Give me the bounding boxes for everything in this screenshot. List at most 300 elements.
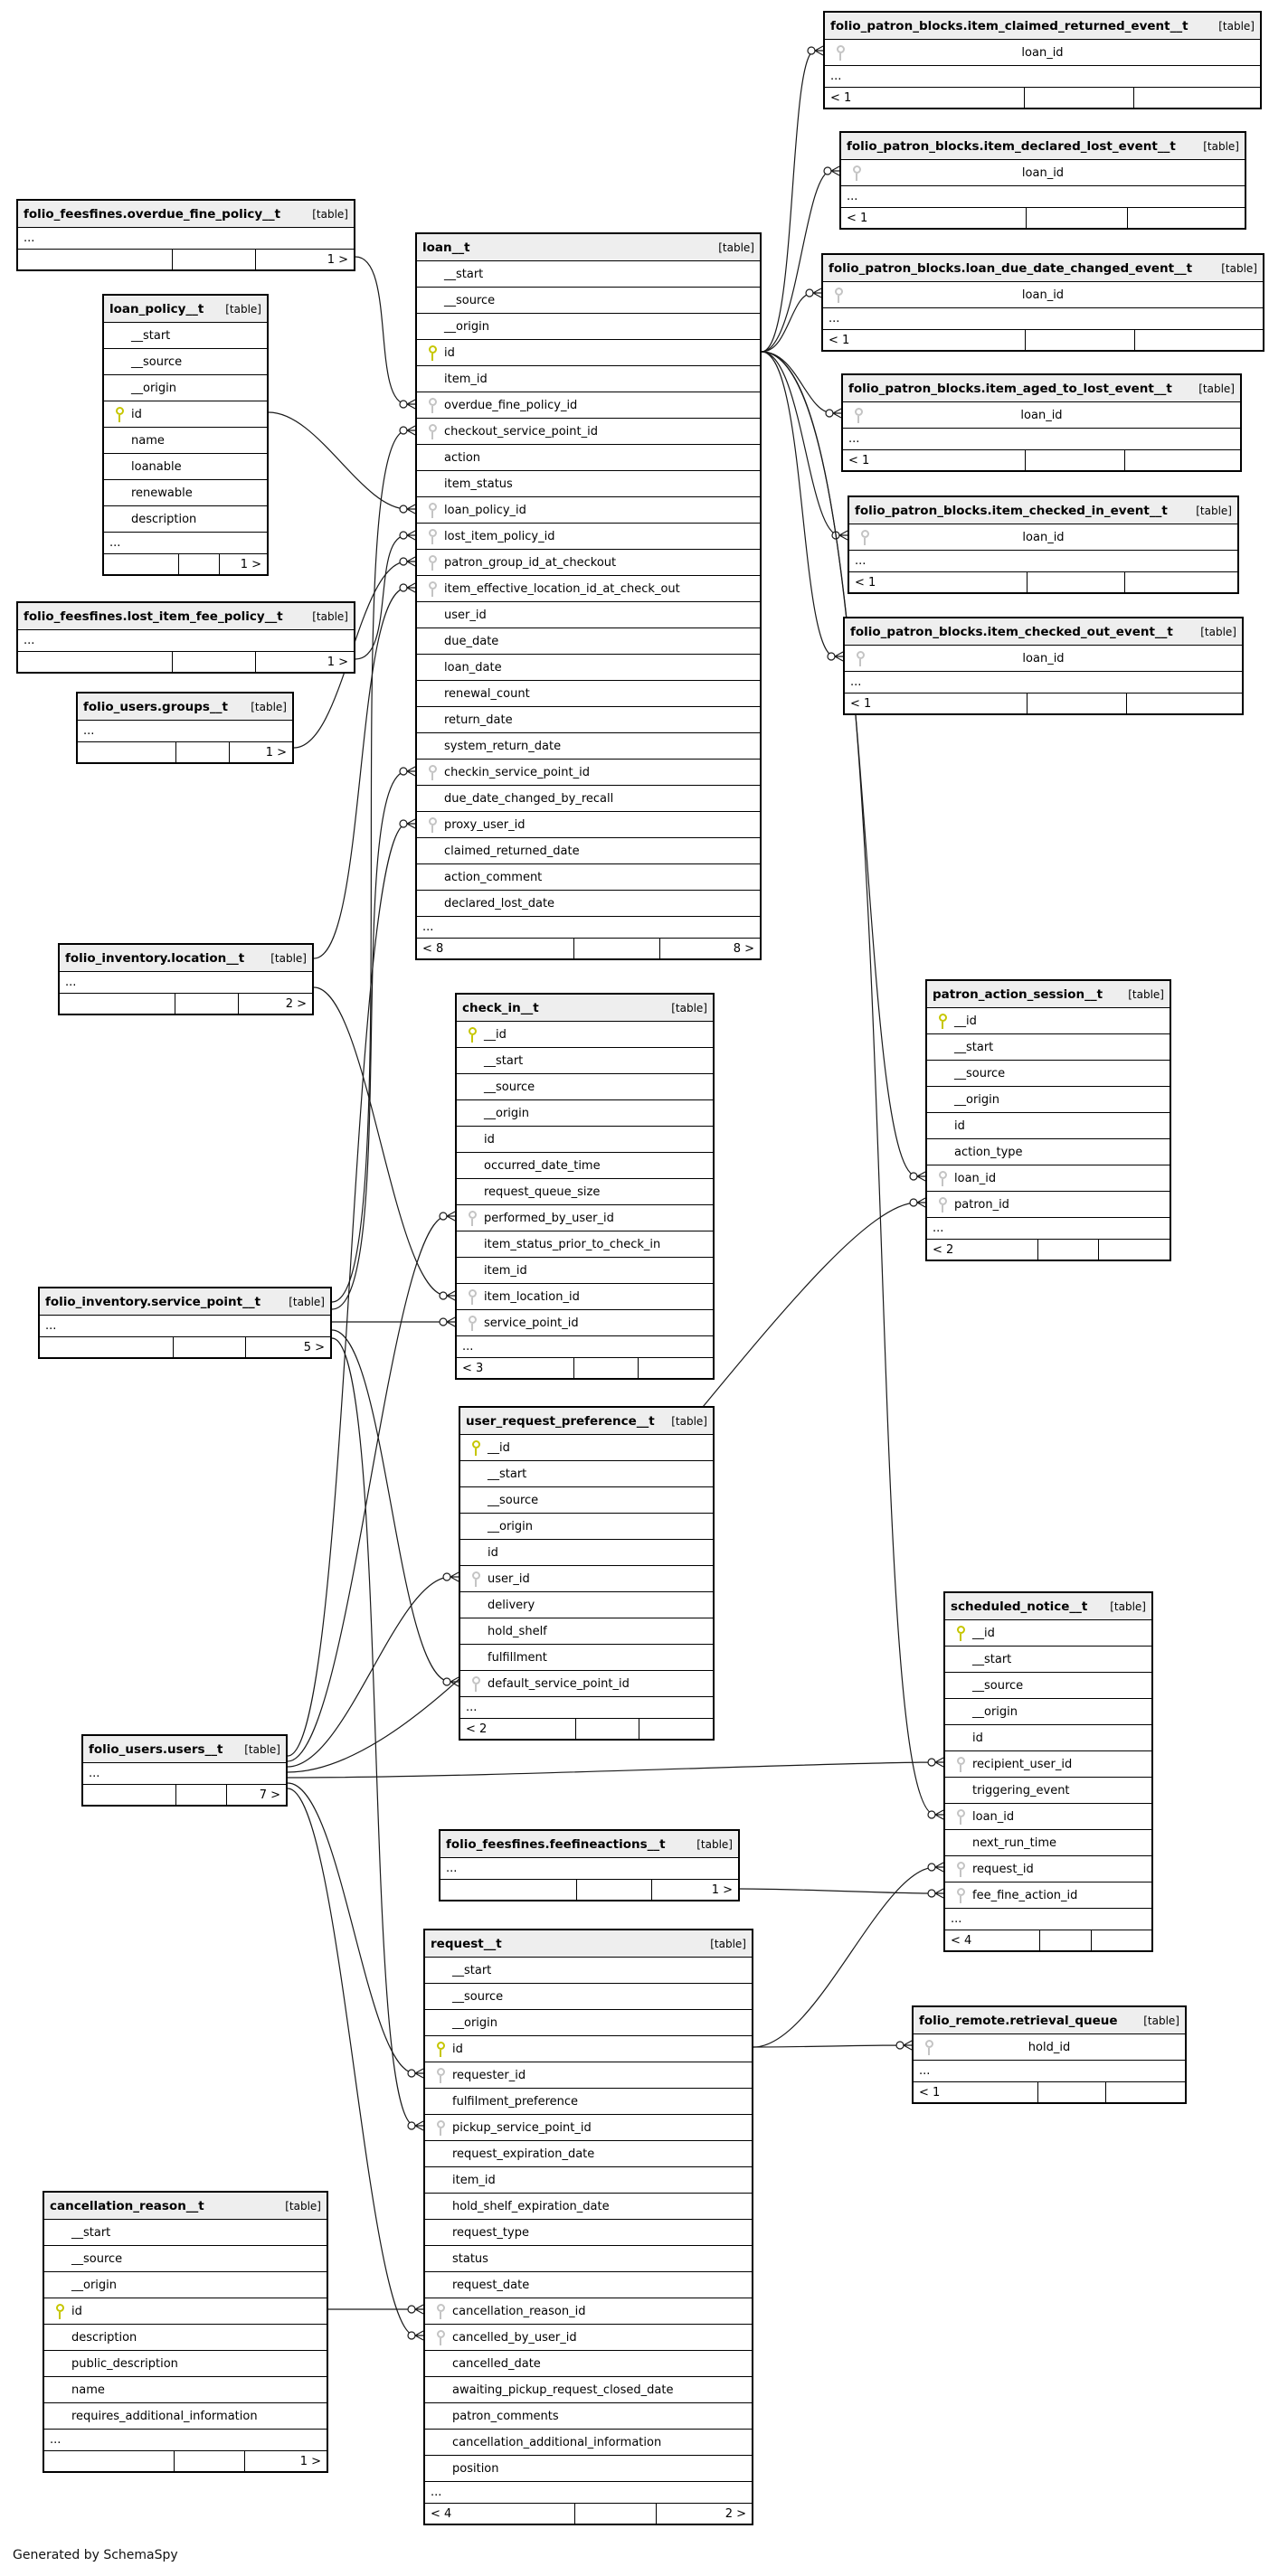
table-name: folio_patron_blocks.item_checked_in_event__t [855, 503, 1168, 518]
column-name: __source [444, 293, 496, 307]
relationship-edge [288, 1758, 943, 1778]
column-name: requester_id [452, 2068, 526, 2082]
table-type-tag: [table] [1196, 504, 1232, 517]
footer-spacer [176, 1785, 227, 1805]
relationship-edge [355, 531, 415, 659]
zero-or-many-circle [808, 47, 815, 54]
column-name: __start [488, 1467, 527, 1481]
column-row-__start [425, 1958, 752, 1984]
table-footer [460, 1719, 713, 1739]
column-row-__source [927, 1061, 1170, 1087]
column-name: fulfilment_preference [452, 2094, 579, 2109]
column-name: cancellation_reason_id [452, 2304, 586, 2318]
column-name: hold_shelf_expiration_date [452, 2199, 610, 2213]
column-name: system_return_date [444, 739, 562, 753]
key-ring [469, 1027, 477, 1035]
more-columns-ellipsis: ... [457, 1336, 713, 1358]
column-row-delivery [460, 1592, 713, 1618]
table-footer [18, 652, 354, 672]
table-type-tag: [table] [1143, 2014, 1179, 2027]
zero-or-many-circle [400, 427, 407, 434]
key-stem [859, 659, 861, 666]
column-row-item_status [417, 471, 760, 497]
more-columns-ellipsis: ... [40, 1316, 330, 1337]
column-name: __source [484, 1080, 535, 1094]
column-name: __origin [484, 1106, 530, 1120]
column-row-triggering_event [945, 1778, 1151, 1804]
column-row-action_type [927, 1139, 1170, 1165]
table-footer [440, 1880, 738, 1900]
key-ring [472, 1571, 480, 1580]
relationship-edge [762, 352, 841, 418]
key-ring [837, 45, 845, 53]
column-row-overdue_fine_policy_id [417, 392, 760, 419]
more-columns-ellipsis: ... [460, 1697, 713, 1719]
primary-key-icon [956, 1626, 964, 1641]
key-stem [431, 563, 433, 571]
key-stem [431, 354, 433, 361]
outgoing-child-count: 7 > [259, 1788, 280, 1802]
column-name: due_date_changed_by_recall [444, 791, 614, 806]
table-type-tag: [table] [1110, 1599, 1146, 1613]
key-stem [118, 415, 120, 422]
column-row-item_id [417, 366, 760, 392]
outgoing-child-count: 8 > [733, 941, 754, 956]
column-row-request_expiration_date [425, 2141, 752, 2167]
column-row-__origin [425, 2010, 752, 2036]
foreign-key-icon [852, 165, 860, 181]
relationship-edge [762, 352, 848, 540]
zero-or-many-circle [408, 2306, 415, 2313]
column-row-id [927, 1113, 1170, 1139]
foreign-key-icon [471, 1676, 479, 1692]
column-row-id [425, 2036, 752, 2062]
column-row-next_run_time [945, 1830, 1151, 1856]
column-name: cancelled_by_user_id [452, 2330, 577, 2345]
column-name: id [71, 2304, 82, 2318]
key-ring [429, 581, 437, 590]
key-ring [939, 1014, 947, 1022]
foreign-key-icon [956, 1757, 964, 1772]
table-patron_action_session__t [925, 979, 1171, 1261]
table-header[interactable] [457, 995, 713, 1022]
column-name: __id [972, 1626, 995, 1640]
column-name: delivery [488, 1598, 535, 1612]
key-stem [431, 432, 433, 439]
column-name: cancelled_date [452, 2356, 541, 2371]
key-stem [471, 1297, 473, 1305]
table-name: folio_patron_blocks.item_claimed_returned_event__t [830, 18, 1189, 33]
zero-or-many-circle [400, 820, 407, 827]
table-header[interactable] [845, 618, 1242, 646]
table-type-tag: [table] [1198, 382, 1235, 395]
table-header[interactable] [417, 234, 760, 261]
footer-spacer [1038, 2082, 1106, 2102]
key-stem [440, 2076, 441, 2083]
table-header[interactable] [425, 1930, 752, 1958]
column-row-patron_comments [425, 2403, 752, 2430]
key-stem [440, 2312, 441, 2319]
incoming-fk-count: < 1 [841, 208, 1027, 228]
key-ring [56, 2304, 64, 2312]
table-footer [417, 939, 760, 958]
incoming-fk-count: < 2 [460, 1719, 576, 1739]
key-stem [942, 1205, 943, 1213]
column-name: renewable [131, 486, 193, 500]
zero-or-many-circle [928, 1811, 935, 1818]
table-footer [60, 994, 312, 1014]
key-stem [59, 2312, 61, 2319]
column-name: item_status_prior_to_check_in [484, 1237, 661, 1251]
column-row-due_date [417, 628, 760, 655]
table-footer [914, 2082, 1185, 2102]
key-ring [957, 1626, 965, 1634]
column-row-request_queue_size [457, 1179, 713, 1205]
column-name: __origin [954, 1092, 1000, 1107]
key-ring [469, 1316, 477, 1324]
footer-spacer [1027, 208, 1128, 228]
column-name: hold_id [1028, 2040, 1071, 2054]
column-row-hold_id [914, 2034, 1185, 2061]
key-stem [942, 1179, 943, 1186]
incoming-fk-count: < 3 [457, 1358, 574, 1378]
column-name: public_description [71, 2356, 178, 2371]
column-name: loan_id [1021, 288, 1065, 302]
column-row-__id [927, 1008, 1170, 1034]
zero-or-many-circle [828, 653, 835, 660]
table-name: cancellation_reason__t [50, 2198, 204, 2213]
table-footer [78, 742, 292, 762]
foreign-key-icon [436, 2304, 444, 2319]
table-header[interactable] [823, 255, 1263, 282]
more-columns-ellipsis: ... [849, 551, 1237, 572]
column-name: due_date [444, 634, 499, 648]
relationship-edge [355, 257, 415, 409]
key-ring [437, 2042, 445, 2050]
column-row-__origin [104, 375, 267, 401]
key-stem [960, 1896, 961, 1903]
zero-or-many-circle [400, 584, 407, 591]
column-name: __origin [452, 2015, 498, 2030]
table-header[interactable] [104, 296, 267, 323]
column-row-loan_id [927, 1165, 1170, 1192]
key-stem [471, 1219, 473, 1226]
column-name: id [444, 345, 455, 360]
incoming-fk-count [104, 554, 179, 574]
zero-or-many-circle [826, 410, 833, 417]
column-name: loan_id [1021, 165, 1065, 180]
column-name: loan_id [1022, 651, 1065, 665]
relationship-edge [740, 1889, 943, 1898]
table-scheduled_notice__t [943, 1591, 1153, 1952]
column-row-status [425, 2246, 752, 2272]
key-ring [957, 1888, 965, 1896]
column-row-__source [945, 1673, 1151, 1699]
key-stem [431, 537, 433, 544]
table-header[interactable] [841, 133, 1245, 160]
key-ring [853, 165, 861, 174]
column-name: action [444, 450, 481, 465]
table-type-tag: [table] [671, 1001, 707, 1014]
column-row-requester_id [425, 2062, 752, 2089]
incoming-fk-count [40, 1337, 174, 1357]
primary-key-icon [468, 1027, 476, 1043]
key-ring [861, 530, 869, 538]
more-columns-ellipsis: ... [78, 721, 292, 742]
column-row-claimed_returned_date [417, 838, 760, 864]
column-name: __source [452, 1989, 504, 2004]
column-name: action_type [954, 1145, 1023, 1159]
column-row-name [104, 428, 267, 454]
table-name: folio_users.groups__t [83, 699, 228, 714]
foreign-key-icon [436, 2068, 444, 2083]
outgoing-child-count [1125, 572, 1237, 592]
relationship-edge [332, 767, 415, 1309]
column-name: __source [972, 1678, 1024, 1693]
footer-spacer [574, 1358, 639, 1378]
column-name: __start [131, 328, 171, 343]
column-row-return_date [417, 707, 760, 733]
zero-or-many-circle [806, 289, 813, 297]
foreign-key-icon [938, 1197, 946, 1213]
column-row-declared_lost_date [417, 891, 760, 917]
incoming-fk-count [44, 2451, 175, 2471]
more-columns-ellipsis: ... [104, 533, 267, 554]
incoming-fk-count: < 4 [425, 2504, 575, 2524]
key-stem [857, 416, 859, 423]
foreign-key-icon [854, 408, 862, 423]
outgoing-child-count: 1 > [265, 745, 287, 760]
zero-or-many-circle [928, 1864, 935, 1871]
primary-key-icon [471, 1440, 479, 1456]
relationship-edge [332, 1330, 459, 1686]
foreign-key-icon [436, 2120, 444, 2136]
column-name: awaiting_pickup_request_closed_date [452, 2383, 674, 2397]
table-header[interactable] [849, 497, 1237, 524]
relationship-edge [288, 1783, 423, 2078]
outgoing-child-count [1127, 694, 1242, 713]
table-folio_patron_blocks.item_declared_lost_event__t [839, 131, 1246, 230]
footer-spacer [179, 554, 220, 574]
footer-spacer [1028, 694, 1127, 713]
table-header[interactable] [18, 201, 354, 228]
column-name: hold_shelf [488, 1624, 547, 1638]
column-row-loan_id [823, 282, 1263, 308]
table-type-tag: [table] [289, 1295, 325, 1308]
column-row-cancelled_by_user_id [425, 2325, 752, 2351]
table-folio_inventory.service_point__t [38, 1287, 332, 1359]
foreign-key-icon [836, 45, 844, 61]
key-ring [939, 1171, 947, 1179]
table-type-tag: [table] [1221, 261, 1257, 275]
table-header[interactable] [18, 603, 354, 630]
column-row-__origin [460, 1514, 713, 1540]
table-footer [927, 1240, 1170, 1260]
key-stem [960, 1765, 961, 1772]
table-footer [40, 1337, 330, 1357]
table-cancellation_reason__t [43, 2191, 328, 2473]
more-columns-ellipsis: ... [83, 1763, 286, 1785]
column-row-id [417, 340, 760, 366]
key-ring [437, 2330, 445, 2338]
column-name: declared_lost_date [444, 896, 555, 911]
key-stem [431, 826, 433, 833]
key-stem [440, 2338, 441, 2345]
column-name: action_comment [444, 870, 543, 884]
table-type-tag: [table] [270, 951, 307, 965]
table-header[interactable] [440, 1831, 738, 1858]
outgoing-child-count: 1 > [327, 252, 348, 267]
column-row-__origin [945, 1699, 1151, 1725]
table-header[interactable] [83, 1736, 286, 1763]
footer-spacer [1026, 450, 1125, 470]
key-stem [942, 1022, 943, 1029]
table-request__t [423, 1929, 753, 2525]
column-row-__origin [417, 314, 760, 340]
table-name: user_request_preference__t [466, 1413, 655, 1429]
column-row-__id [457, 1022, 713, 1048]
relationship-edge [314, 987, 455, 1300]
table-header[interactable] [825, 13, 1260, 40]
table-header[interactable] [927, 981, 1170, 1008]
table-header[interactable] [78, 694, 292, 721]
primary-key-icon [115, 407, 123, 422]
zero-or-many-circle [400, 505, 407, 513]
more-columns-ellipsis: ... [927, 1218, 1170, 1240]
column-row-loan_date [417, 655, 760, 681]
outgoing-child-count: 1 > [240, 557, 261, 571]
column-name: id [452, 2042, 463, 2056]
foreign-key-icon [428, 581, 436, 597]
zero-or-many-circle [408, 2070, 415, 2077]
key-ring [939, 1197, 947, 1205]
table-header[interactable] [460, 1408, 713, 1435]
foreign-key-icon [428, 424, 436, 439]
column-name: __id [954, 1014, 977, 1028]
column-name: loan_id [972, 1809, 1015, 1824]
key-stem [960, 1817, 961, 1825]
column-name: loan_date [444, 660, 502, 675]
column-row-cancellation_additional_information [425, 2430, 752, 2456]
footer-spacer [575, 2504, 657, 2524]
column-row-id [44, 2298, 327, 2325]
column-name: next_run_time [972, 1835, 1056, 1850]
column-name: request_date [452, 2278, 530, 2292]
foreign-key-icon [428, 555, 436, 571]
column-name: name [131, 433, 165, 448]
footer-spacer [175, 2451, 245, 2471]
table-name: patron_action_session__t [933, 986, 1103, 1002]
outgoing-child-count: 5 > [303, 1340, 325, 1354]
zero-or-many-circle [443, 1678, 450, 1685]
table-footer [823, 330, 1263, 350]
outgoing-child-count: 1 > [711, 1882, 733, 1897]
table-type-tag: [table] [671, 1414, 707, 1428]
relationship-edge [332, 1317, 455, 1326]
table-name: folio_feesfines.feefineactions__t [446, 1836, 666, 1852]
column-row-public_description [44, 2351, 327, 2377]
key-ring [429, 529, 437, 537]
foreign-key-icon [428, 529, 436, 544]
foreign-key-icon [834, 288, 842, 303]
foreign-key-icon [471, 1571, 479, 1587]
zero-or-many-circle [400, 532, 407, 539]
table-name: loan_policy__t [109, 301, 204, 316]
zero-or-many-circle [408, 2122, 415, 2129]
column-name: __origin [131, 381, 177, 395]
table-header[interactable] [60, 945, 312, 972]
key-stem [838, 296, 839, 303]
column-row-id [945, 1725, 1151, 1751]
column-row-__source [417, 288, 760, 314]
key-stem [431, 773, 433, 780]
column-name: request_id [972, 1862, 1034, 1876]
column-name: triggering_event [972, 1783, 1070, 1798]
key-stem [960, 1634, 961, 1641]
table-folio_patron_blocks.item_checked_in_event__t [848, 495, 1239, 594]
table-header[interactable] [945, 1593, 1151, 1620]
column-row-cancelled_date [425, 2351, 752, 2377]
column-row-description [104, 506, 267, 533]
table-name: folio_inventory.service_point__t [45, 1294, 261, 1309]
table-folio_users.groups__t [76, 692, 294, 764]
column-name: item_location_id [484, 1289, 580, 1304]
column-row-id [104, 401, 267, 428]
key-stem [431, 406, 433, 413]
outgoing-child-count [1106, 2082, 1185, 2102]
column-name: __start [71, 2225, 111, 2240]
foreign-key-icon [956, 1809, 964, 1825]
foreign-key-icon [956, 1888, 964, 1903]
relationship-edge [762, 352, 925, 1181]
column-row-requires_additional_information [44, 2403, 327, 2430]
incoming-fk-count: < 2 [927, 1240, 1038, 1260]
column-name: request_queue_size [484, 1184, 601, 1199]
column-row-id [457, 1127, 713, 1153]
column-row-loanable [104, 454, 267, 480]
key-stem [431, 511, 433, 518]
footer-spacer [576, 1719, 639, 1739]
column-row-renewal_count [417, 681, 760, 707]
column-row-__source [104, 349, 267, 375]
key-stem [960, 1870, 961, 1877]
column-name: __origin [488, 1519, 534, 1533]
column-name: id [972, 1731, 983, 1745]
table-header[interactable] [914, 2007, 1185, 2034]
column-name: request_expiration_date [452, 2147, 595, 2161]
incoming-fk-count: < 1 [845, 694, 1028, 713]
column-row-item_effective_location_id_at_check_out [417, 576, 760, 602]
key-ring [429, 345, 437, 354]
table-name: folio_patron_blocks.loan_due_date_changed_event__t [829, 260, 1193, 276]
key-ring [835, 288, 843, 296]
table-name: folio_feesfines.lost_item_fee_policy__t [24, 609, 283, 624]
table-header[interactable] [40, 1288, 330, 1316]
column-name: performed_by_user_id [484, 1211, 614, 1225]
outgoing-child-count: 1 > [327, 655, 348, 669]
column-name: __start [972, 1652, 1012, 1666]
relationship-edge [269, 412, 415, 514]
table-header[interactable] [44, 2193, 327, 2220]
table-footer [457, 1358, 713, 1378]
column-row-user_id [417, 602, 760, 628]
column-name: __origin [972, 1704, 1018, 1719]
column-row-position [425, 2456, 752, 2482]
key-ring [472, 1676, 480, 1684]
table-header[interactable] [843, 375, 1240, 402]
incoming-fk-count: < 8 [417, 939, 574, 958]
column-name: service_point_id [484, 1316, 579, 1330]
